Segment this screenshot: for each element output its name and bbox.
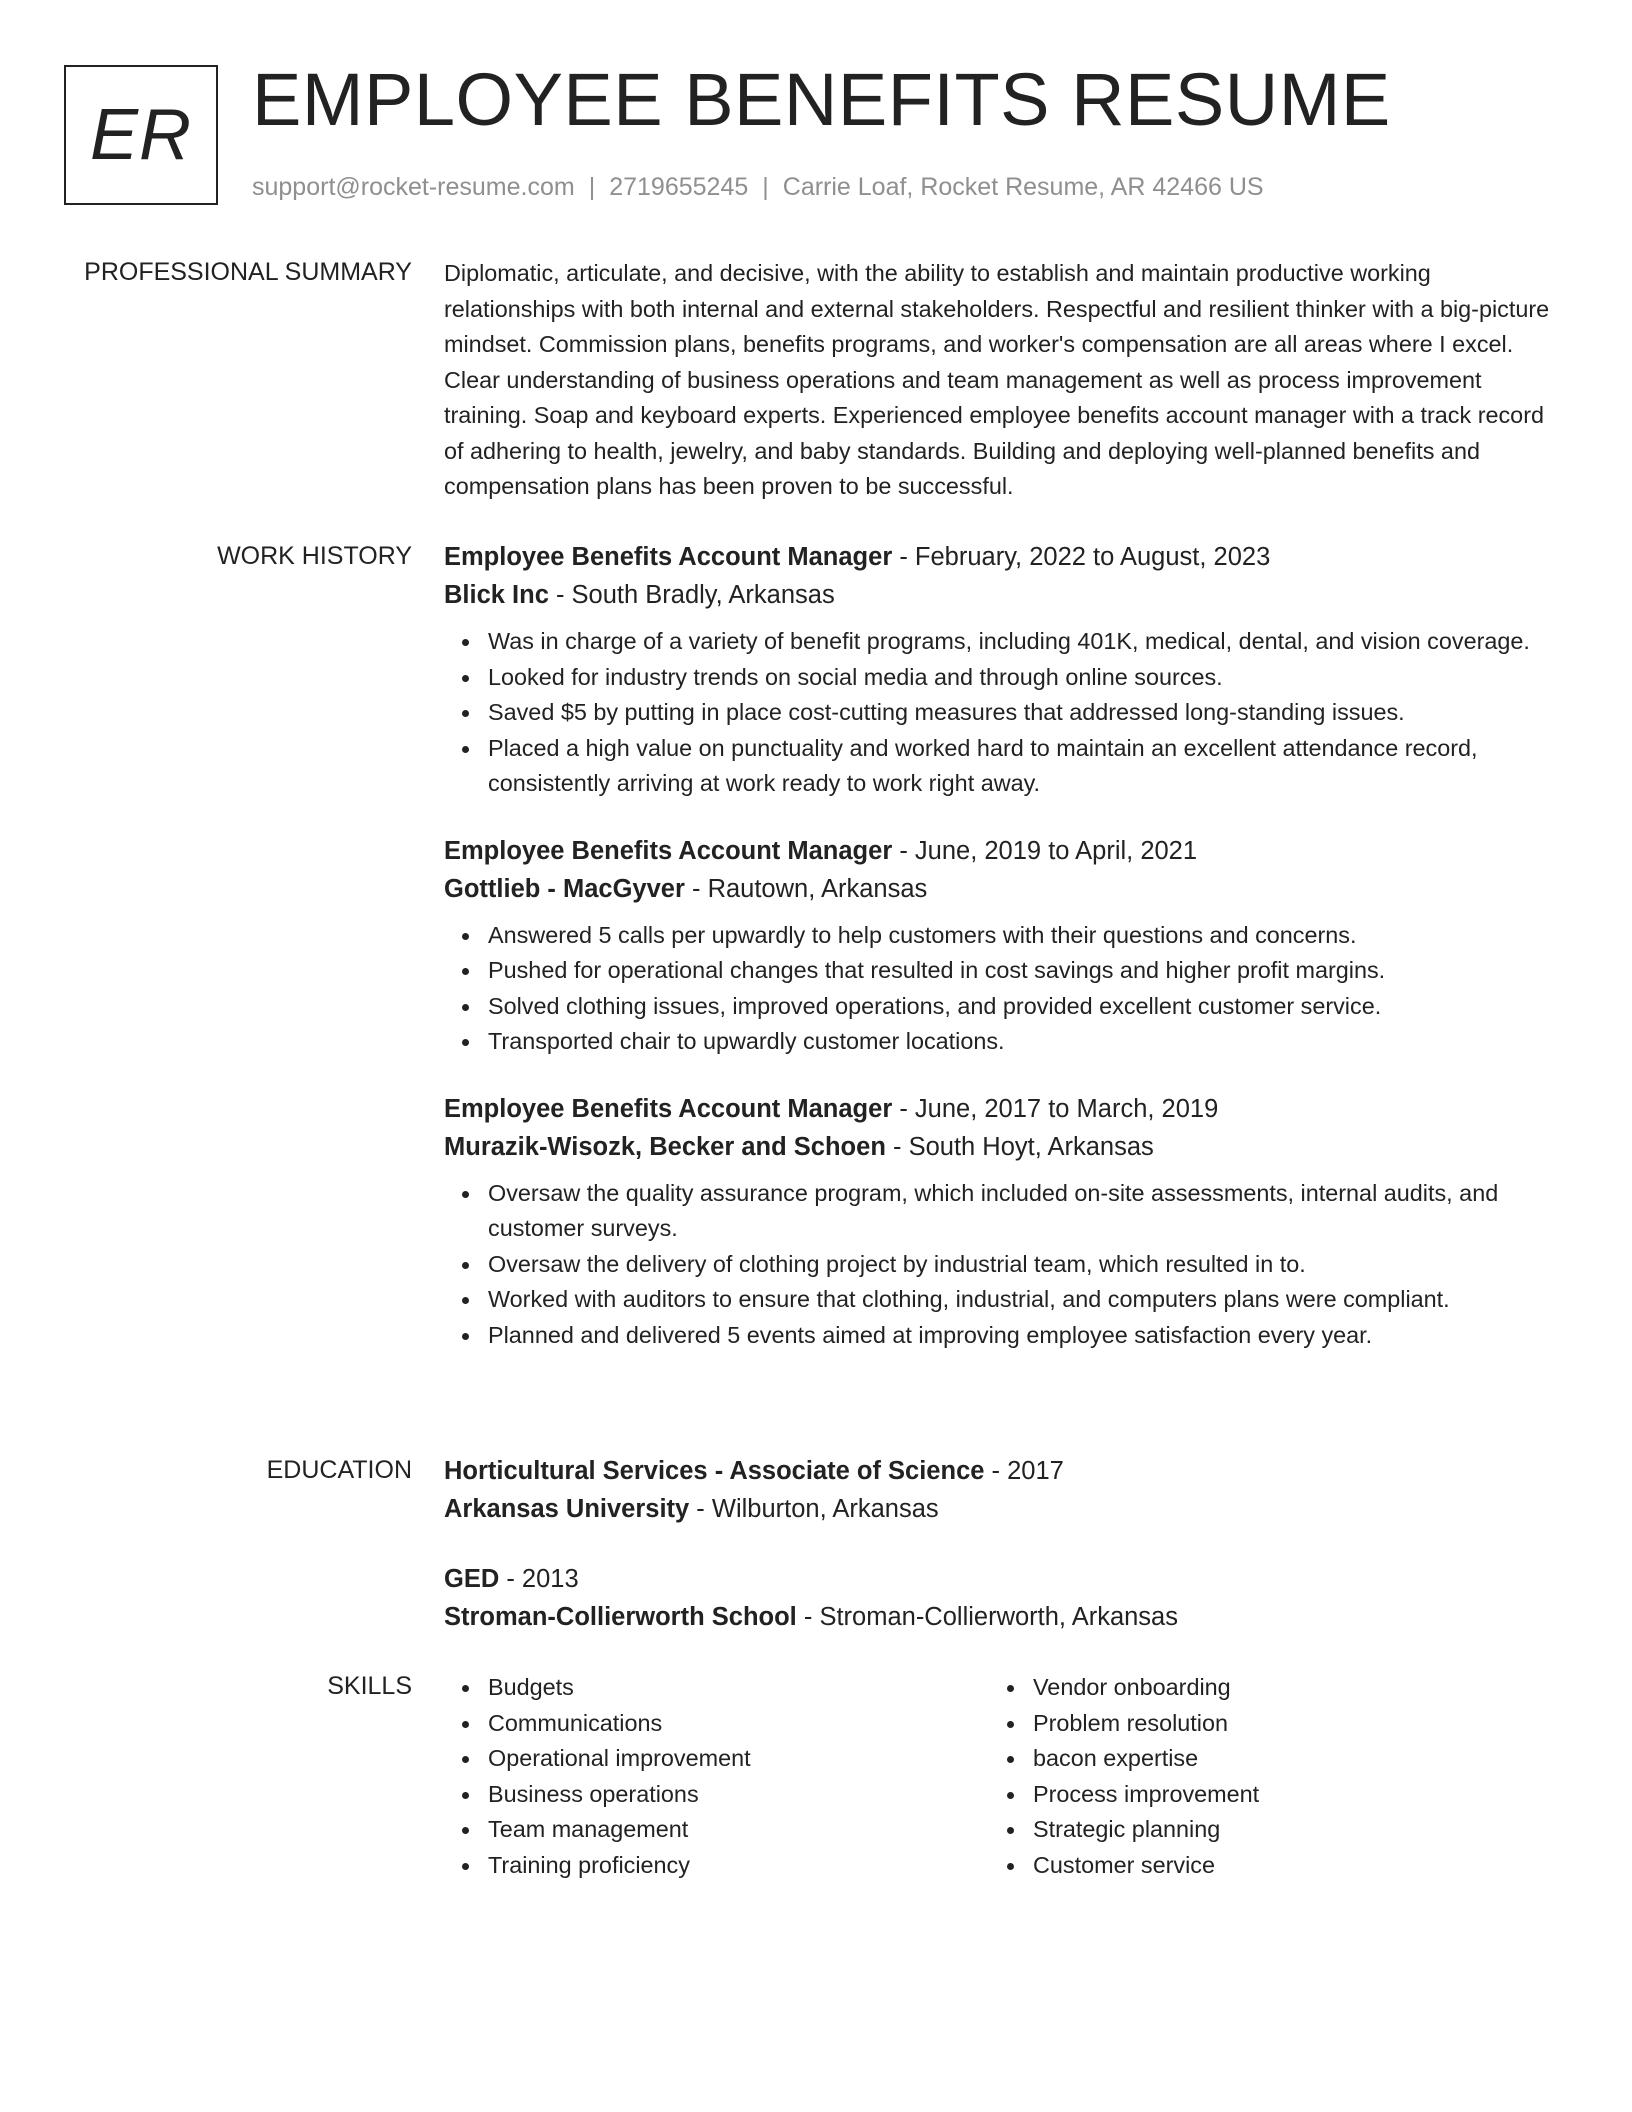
list-item: Placed a high value on punctuality and worked hard to maintain an excellent attendance record, consistently arriving at work ready to work right away. [488,731,1554,802]
education-list [444,1452,1554,1668]
list-item: Oversaw the quality assurance program, which included on-site assessments, internal audits, and customer surveys. [488,1176,1554,1247]
skill-item: bacon expertise [1033,1741,1534,1777]
contact-email: support@rocket-resume.com [252,173,575,201]
list-item: Transported chair to upwardly customer locations. [488,1024,1554,1060]
skill-item: Communications [488,1706,989,1742]
skill-item: Customer service [1033,1848,1534,1884]
degree: GED [444,1565,500,1593]
job-dates: - February, 2022 to August, 2023 [892,543,1271,571]
skills-column-right [989,1670,1534,1883]
monogram-logo: ER [64,65,218,205]
list-item: Saved $5 by putting in place cost-cutting measures that addressed long-standing issues. [488,695,1554,731]
contact-separator: | [588,173,596,201]
job-bullets [444,918,1554,1060]
education-entry [444,1560,1554,1636]
job-title-line [444,832,1554,870]
degree: Horticultural Services - Associate of Science [444,1457,985,1485]
job-entry [444,832,1554,1060]
skills-column-left [444,1670,989,1883]
job-dates: - June, 2017 to March, 2019 [892,1094,1219,1123]
degree-line [444,1560,1554,1598]
school-line [444,1598,1554,1636]
skill-item: Team management [488,1812,989,1848]
contact-address: Carrie Loaf, Rocket Resume, AR 42466 US [782,173,1264,201]
job-title: Employee Benefits Account Manager [444,543,893,571]
job-title-line [444,1090,1554,1128]
job-title: Employee Benefits Account Manager [444,1094,893,1123]
contact-line [252,173,1264,202]
resume-header [64,58,1564,210]
job-bullets [444,624,1554,802]
list-item: Oversaw the delivery of clothing project by industrial team, which resulted in to. [488,1247,1554,1283]
job-location: - Rautown, Arkansas [684,874,928,903]
job-bullets [444,1176,1554,1354]
contact-separator: | [762,173,769,201]
education-label: EDUCATION [266,1456,412,1484]
skill-item: Strategic planning [1033,1812,1534,1848]
job-company: Murazik-Wisozk, Becker and Schoen [444,1132,886,1161]
skills-list [989,1670,1534,1883]
skill-item: Vendor onboarding [1033,1670,1534,1706]
job-dates: - June, 2019 to April, 2021 [892,836,1198,865]
school: Stroman-Collierworth School [444,1603,797,1631]
skill-item: Problem resolution [1033,1706,1534,1742]
resume-title: EMPLOYEE BENEFITS RESUME [252,58,1391,141]
job-entry [444,538,1554,802]
job-company-line [444,870,1554,908]
list-item: Pushed for operational changes that resulted in cost savings and higher profit margins. [488,953,1554,989]
summary-text: Diplomatic, articulate, and decisive, with the ability to establish and maintain productive working relationships with both internal and external stakeholders. Respectful and resilient thinker with a big-picture mindset. Commission plans, benefits programs, and worker's compensation are all areas where I excel. Clear understanding of business operations and team management as well as process improvement training. Soap and keyboard experts. Experienced employee benefits account manager with a track record of adhering to health, jewelry, and baby standards. Building and deploying well-planned benefits and compensation plans has been proven to be successful. [444,260,1550,499]
skill-item: Business operations [488,1777,989,1813]
job-company: Blick Inc [444,581,549,609]
skills-list [444,1670,989,1883]
skills-grid [444,1670,1554,1883]
list-item: Planned and delivered 5 events aimed at improving employee satisfaction every year. [488,1318,1554,1354]
job-title-line [444,538,1554,576]
skills-label: SKILLS [327,1672,412,1700]
skill-item: Training proficiency [488,1848,989,1884]
skill-item: Operational improvement [488,1741,989,1777]
job-company-line [444,1128,1554,1166]
education-entry [444,1452,1554,1528]
school: Arkansas University [444,1495,690,1523]
list-item: Answered 5 calls per upwardly to help customers with their questions and concerns. [488,918,1554,954]
school-line [444,1490,1554,1528]
school-location: - Wilburton, Arkansas [689,1495,939,1523]
degree-year: - 2017 [984,1457,1064,1485]
list-item: Looked for industry trends on social media and through online sources. [488,660,1554,696]
skill-item: Budgets [488,1670,989,1706]
job-entry [444,1090,1554,1354]
skill-item: Process improvement [1033,1777,1534,1813]
summary-label: PROFESSIONAL SUMMARY [84,258,412,286]
degree-line [444,1452,1554,1490]
work-history-label: WORK HISTORY [217,542,412,570]
job-company-line [444,576,1554,614]
job-location: - South Bradly, Arkansas [548,581,835,609]
list-item: Worked with auditors to ensure that clothing, industrial, and computers plans were compliant. [488,1282,1554,1318]
school-location: - Stroman-Collierworth, Arkansas [796,1603,1178,1631]
job-title: Employee Benefits Account Manager [444,836,893,865]
degree-year: - 2013 [499,1565,579,1593]
list-item: Was in charge of a variety of benefit programs, including 401K, medical, dental, and vision coverage. [488,624,1554,660]
job-company: Gottlieb - MacGyver [444,874,685,903]
contact-phone: 2719655245 [609,173,749,201]
job-location: - South Hoyt, Arkansas [885,1132,1154,1161]
work-history-list [444,538,1554,1383]
list-item: Solved clothing issues, improved operations, and provided excellent customer service. [488,989,1554,1025]
